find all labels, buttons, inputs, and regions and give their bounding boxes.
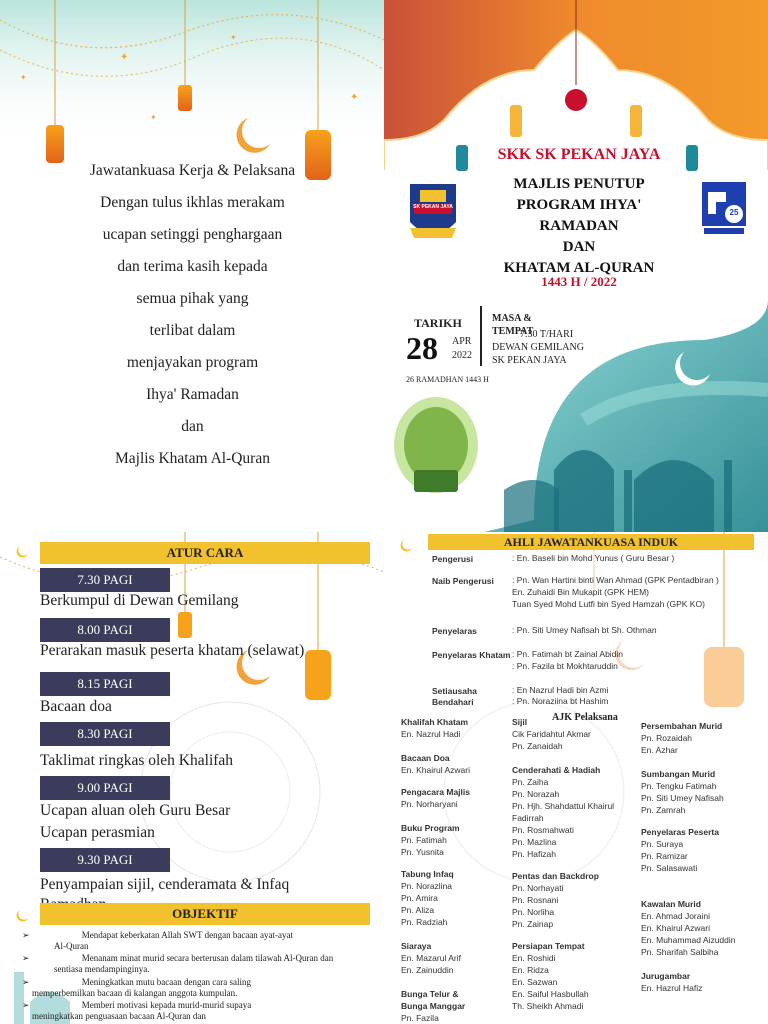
group-member: En. Muhammad Aizuddin <box>641 935 736 945</box>
group-member: Pn. Fazila <box>401 1013 439 1023</box>
event-time: 7.30 T/HARI <box>520 329 574 340</box>
thanks-line: ucapan setinggi penghargaan <box>102 226 283 243</box>
committee-role: Penyelaras Khatam <box>432 650 511 660</box>
objective-item <box>22 930 367 951</box>
thanks-line: dan terima kasih kepada <box>117 258 268 275</box>
group-member: Fadirrah <box>512 813 544 823</box>
objektif-title: OBJEKTIF <box>40 903 370 925</box>
committee-group <box>401 786 470 810</box>
svg-text:✦: ✦ <box>120 52 129 63</box>
committee-name: : En Nazrul Hadi bin Azmi <box>512 685 609 695</box>
event-title <box>474 174 684 279</box>
divider <box>480 306 482 366</box>
group-member: Pn. Norharyani <box>401 799 458 809</box>
committee-group <box>512 870 599 930</box>
group-member: Pn. Aliza <box>401 905 435 915</box>
committee-panel <box>384 532 768 1024</box>
school-logo <box>406 178 460 246</box>
group-member: Pn. Rosmahwati <box>512 825 574 835</box>
committee-name: : Pn. Fatimah bt Zainal Abidin <box>512 649 624 659</box>
group-member: Cik Faridahtul Akmar <box>512 729 591 739</box>
committee-names <box>512 648 623 672</box>
committee-group <box>401 868 454 928</box>
objective-text: Mendapat keberkatan Allah SWT dengan bacaan ayat-ayat <box>81 930 294 940</box>
svg-text:✦: ✦ <box>20 73 27 82</box>
committee-group <box>641 826 719 874</box>
thanks-line: Dengan tulus ikhlas merakam <box>100 194 285 211</box>
objective-item <box>22 1000 367 1021</box>
date-year: 2022 <box>452 350 472 361</box>
schedule-event: Penyampaian sijil, cenderamata & Infaq <box>40 876 290 893</box>
group-member: En. Azhar <box>641 745 678 755</box>
atur-cara-panel <box>0 532 384 1024</box>
committee-name: : Pn. Wan Hartini binti Wan Ahmad (GPK Pentadbiran ) <box>512 575 719 585</box>
group-member: En. Khairul Azwari <box>641 923 710 933</box>
committee-role: Penyelaras <box>432 626 477 636</box>
venue-line: SK PEKAN JAYA <box>492 355 567 366</box>
bullet-icon: ➢ <box>22 953 30 963</box>
committee-group <box>401 822 460 858</box>
group-member: Pn. Suraya <box>641 839 684 849</box>
group-member: Pn. Norazah <box>512 789 560 799</box>
group-heading: Bunga Telur & <box>401 989 459 999</box>
committee-group <box>641 970 702 994</box>
group-heading: Cenderahati & Hadiah <box>512 765 601 775</box>
group-member: Pn. Hafizah <box>512 849 556 859</box>
objective-text: Memberi motivasi kepada murid-murid supaya <box>81 1000 252 1010</box>
anniversary-logo <box>700 180 748 238</box>
group-heading: Buku Program <box>401 823 460 833</box>
masa-label: MASA & <box>492 313 532 324</box>
objective-text: Meningkatkan mutu bacaan dengan cara saling <box>81 977 251 987</box>
group-member: Pn. Mazlina <box>512 837 557 847</box>
group-member: En. Mazarul Arif <box>401 953 461 963</box>
thanks-line: terlibat dalam <box>149 322 236 339</box>
date-label: TARIKH <box>414 316 462 330</box>
ajk-induk-title: AHLI JAWATANKUASA INDUK <box>428 534 754 550</box>
thanks-line: Ihya' Ramadan <box>146 386 239 403</box>
venue-line: DEWAN GEMILANG <box>492 342 584 353</box>
group-member: Th. Sheikh Ahmadi <box>512 1001 584 1011</box>
schedule-event: Ucapan aluan oleh Guru Besar <box>40 802 231 819</box>
committee-group <box>641 898 736 958</box>
committee-group <box>401 716 468 740</box>
bullet-icon: ➢ <box>22 1000 30 1010</box>
group-member: Pn. Salasawati <box>641 863 698 873</box>
objective-text: memperbemilkan bacaan di kalangan anggota kumpulan. <box>32 988 238 998</box>
committee-name: : Pn. Noraziina bt Hashim <box>512 696 609 706</box>
group-member: Pn. Zamrah <box>641 805 686 815</box>
title-line: MAJLIS PENUTUP <box>513 176 645 192</box>
group-heading: Siaraya <box>401 941 432 951</box>
bullet-icon: ➢ <box>22 977 30 987</box>
thanks-line: dan <box>181 418 204 435</box>
committee-names <box>512 552 674 564</box>
objective-text: Menanam minat murid secara berterusan dalam tilawah Al-Quran dan <box>81 953 334 963</box>
committee-name: : Pn. Siti Umey Nafisah bt Sh. Othman <box>512 625 657 635</box>
committee-group <box>512 764 614 860</box>
committee-group <box>512 716 591 752</box>
title-line: DAN <box>562 239 596 255</box>
group-member: En. Saiful Hasbullah <box>512 989 589 999</box>
schedule-event: Perarakan masuk peserta khatam (selawat) <box>40 642 305 659</box>
objective-item <box>22 977 367 998</box>
group-member: Pn. Zainap <box>512 919 554 929</box>
schedule-event: Bacaan doa <box>40 698 112 715</box>
ajk-pelaksana-title: AJK Pelaksana <box>552 712 618 723</box>
svg-text:✦: ✦ <box>150 113 157 122</box>
group-heading: Persiapan Tempat <box>512 941 585 951</box>
hijri-date: 26 RAMADHAN 1443 H <box>406 375 489 384</box>
committee-name: : Pn. Fazila bt Mokhtaruddin <box>512 661 618 671</box>
committee-group <box>641 720 722 756</box>
committee-role: Bendahari <box>432 697 474 707</box>
schedule-event: Ucapan perasmian <box>40 824 155 841</box>
group-member: Pn. Amira <box>401 893 438 903</box>
schedule-time: 7.30 PAGI <box>40 568 170 592</box>
group-member: En. Zainuddin <box>401 965 454 975</box>
group-heading: Jurugambar <box>641 971 691 981</box>
schedule-time: 9.00 PAGI <box>40 776 170 800</box>
schedule-time: 8.30 PAGI <box>40 722 170 746</box>
objective-text: sentiasa mendampinginya. <box>54 964 150 974</box>
objective-text: meningkatkan penguasaan bacaan Al-Quran dan <box>32 1011 206 1021</box>
title-line: PROGRAM IHYA' <box>516 197 642 213</box>
svg-text:✦: ✦ <box>350 92 359 103</box>
svg-text:✦: ✦ <box>230 33 237 42</box>
group-member: Pn. Hjh. Shahdattul Khairul <box>512 801 615 811</box>
group-member: Pn. Fatimah <box>401 835 447 845</box>
committee-group <box>401 988 465 1024</box>
group-member: En. Sazwan <box>512 977 558 987</box>
committee-group <box>401 752 470 776</box>
committee-names <box>512 624 657 636</box>
school-logo-text: SK PEKAN JAYA <box>413 204 453 210</box>
group-heading: Bunga Manggar <box>401 1001 466 1011</box>
committee-names <box>512 695 608 707</box>
group-member: Pn. Radziah <box>401 917 448 927</box>
group-member: Pn. Sharifah Salbiha <box>641 947 719 957</box>
committee-names <box>512 574 719 610</box>
thanks-line: menjayakan program <box>126 354 259 371</box>
date-day: 28 <box>406 330 438 366</box>
organization-name: SKK SK PEKAN JAYA <box>497 146 661 163</box>
group-heading: Persembahan Murid <box>641 721 723 731</box>
group-member: Pn. Siti Umey Nafisah <box>641 793 724 803</box>
group-member: Pn. Zanaidah <box>512 741 563 751</box>
group-member: En. Khairul Azwari <box>401 765 470 775</box>
committee-group <box>401 940 461 976</box>
group-member: Pn. Norliha <box>512 907 555 917</box>
committee-name: En. Zuhaidi Bin Mukapit (GPK HEM) <box>512 587 649 597</box>
schedule-time: 8.15 PAGI <box>40 672 170 696</box>
group-heading: Tabung Infaq <box>401 869 454 879</box>
bullet-icon: ➢ <box>22 930 30 940</box>
objective-text: Al-Quran <box>54 941 89 951</box>
group-member: Pn. Ramizar <box>641 851 688 861</box>
group-member: Pn. Tengku Fatimah <box>641 781 717 791</box>
date-month: APR <box>452 336 472 347</box>
committee-role: Pengerusi <box>432 554 474 564</box>
group-heading: Kawalan Murid <box>641 899 701 909</box>
title-line: KHATAM AL-QURAN <box>503 260 655 276</box>
thanks-line: semua pihak yang <box>136 290 249 307</box>
group-member: Pn. Norazlina <box>401 881 453 891</box>
group-member: Pn. Rosnani <box>512 895 559 905</box>
tempat-label: TEMPAT <box>492 326 534 337</box>
group-member: En. Ridza <box>512 965 549 975</box>
group-heading: Penyelaras Peserta <box>641 827 719 837</box>
thanks-line: Jawatankuasa Kerja & Pelaksana <box>89 162 296 179</box>
committee-role: Naib Pengerusi <box>432 576 494 586</box>
group-heading: Khalifah Khatam <box>401 717 469 727</box>
objective-item <box>22 953 367 974</box>
group-member: Pn. Rozaidah <box>641 733 693 743</box>
group-heading: Pentas dan Backdrop <box>512 871 599 881</box>
committee-role: Setiausaha <box>432 686 477 696</box>
committee-name: : En. Baseli bin Mohd Yunus ( Guru Besar ) <box>512 553 675 563</box>
committee-group <box>641 768 724 816</box>
committee-group <box>512 940 589 1012</box>
time-venue-values <box>492 328 584 367</box>
group-heading: Pengacara Majlis <box>401 787 470 797</box>
group-member: Pn. Yusnita <box>401 847 444 857</box>
group-heading: Sumbangan Murid <box>641 769 716 779</box>
atur-cara-title: ATUR CARA <box>40 542 370 564</box>
group-heading: Bacaan Doa <box>401 753 450 763</box>
title-line: RAMADAN <box>539 218 619 234</box>
group-member: En. Ahmad Joraini <box>641 911 710 921</box>
thanks-line: Majlis Khatam Al-Quran <box>115 450 270 467</box>
group-member: Pn. Norhayati <box>512 883 564 893</box>
group-member: En. Hazrul Hafiz <box>641 983 703 993</box>
group-heading: Sijil <box>512 717 528 727</box>
group-member: En. Nazrul Hadi <box>401 729 461 739</box>
hijri-year: 1443 H / 2022 <box>541 274 617 289</box>
schedule-event: Berkumpul di Dewan Gemilang <box>40 592 239 609</box>
anniversary-number: 25 <box>729 208 739 217</box>
group-member: Pn. Zaiha <box>512 777 549 787</box>
schedule-event: Taklimat ringkas oleh Khalifah <box>40 752 234 769</box>
group-member: En. Roshidi <box>512 953 556 963</box>
committee-name: Tuan Syed Mohd Lutfi bin Syed Hamzah (GPK KO) <box>512 599 705 609</box>
thanks-panel <box>0 0 384 532</box>
cover-panel <box>384 0 768 532</box>
schedule-time: 9.30 PAGI <box>40 848 170 872</box>
schedule-time: 8.00 PAGI <box>40 618 170 642</box>
